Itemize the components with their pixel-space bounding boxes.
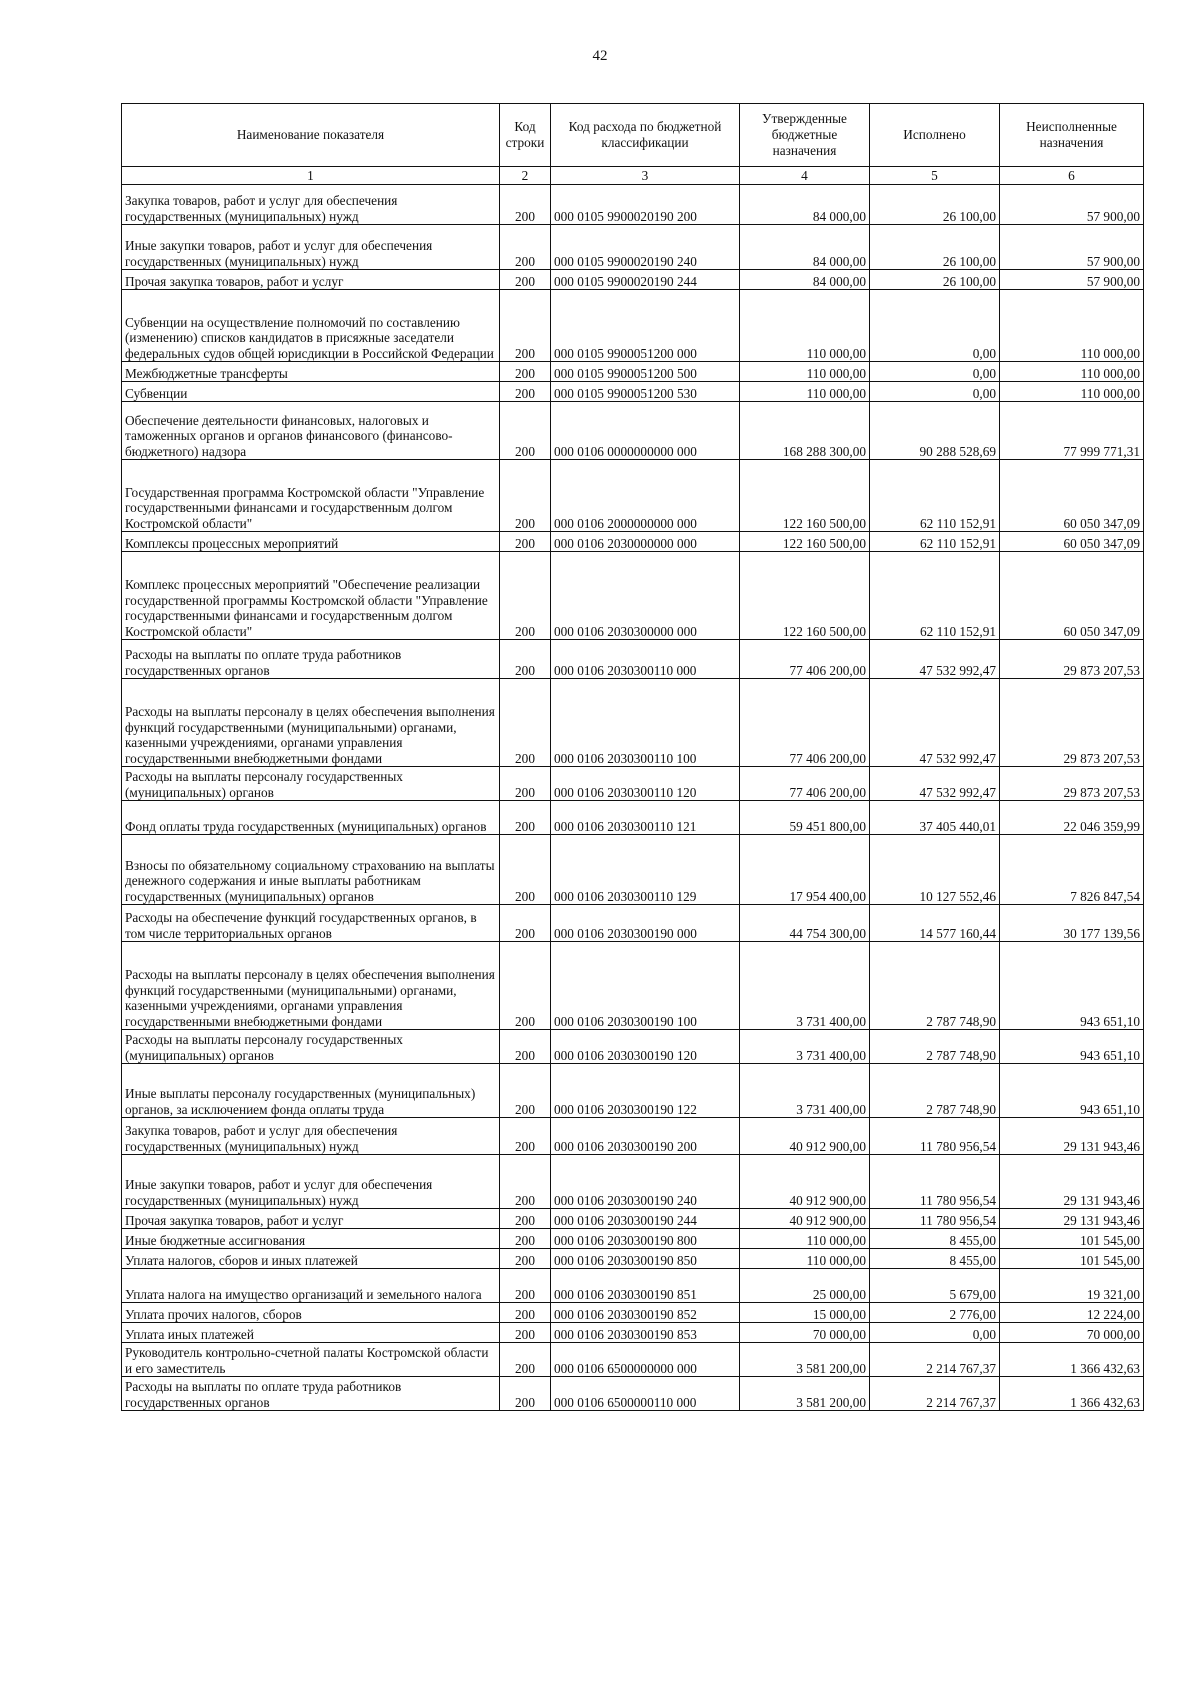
row-name: Расходы на выплаты персоналу в целях обеспечения выполнения функций государственными (муниципальными) органами, казенными учреждениями, органами управления государственными внебюджетными фондами	[122, 942, 500, 1030]
table-row	[122, 1377, 1144, 1411]
row-budget-code: 000 0105 9900051200 500	[551, 362, 740, 382]
row-line-code: 200	[500, 552, 551, 640]
row-unexecuted: 19 321,00	[1000, 1269, 1144, 1303]
row-name: Обеспечение деятельности финансовых, налоговых и таможенных органов и органов финансового (финансово-бюджетного) надзора	[122, 402, 500, 460]
row-executed: 47 532 992,47	[870, 640, 1000, 679]
row-unexecuted: 29 131 943,46	[1000, 1118, 1144, 1155]
row-approved: 77 406 200,00	[740, 679, 870, 767]
row-approved: 40 912 900,00	[740, 1118, 870, 1155]
row-line-code: 200	[500, 1343, 551, 1377]
row-approved: 40 912 900,00	[740, 1209, 870, 1229]
row-name: Иные выплаты персоналу государственных (муниципальных) органов, за исключением фонда оплаты труда	[122, 1064, 500, 1118]
table-row	[122, 290, 1144, 362]
row-name: Комплекс процессных мероприятий "Обеспечение реализации государственной программы Костромской области "Управление государственными финансами и государственным долгом Костромской области"	[122, 552, 500, 640]
row-unexecuted: 1 366 432,63	[1000, 1377, 1144, 1411]
row-executed: 11 780 956,54	[870, 1118, 1000, 1155]
row-line-code: 200	[500, 362, 551, 382]
row-name: Закупка товаров, работ и услуг для обеспечения государственных (муниципальных) нужд	[122, 185, 500, 225]
table-row	[122, 1303, 1144, 1323]
row-unexecuted: 30 177 139,56	[1000, 905, 1144, 942]
row-budget-code: 000 0105 9900020190 244	[551, 270, 740, 290]
table-row	[122, 640, 1144, 679]
row-executed: 26 100,00	[870, 185, 1000, 225]
row-name: Уплата иных платежей	[122, 1323, 500, 1343]
row-line-code: 200	[500, 402, 551, 460]
row-approved: 110 000,00	[740, 290, 870, 362]
column-number: 4	[740, 167, 870, 185]
row-budget-code: 000 0106 2030300190 100	[551, 942, 740, 1030]
row-unexecuted: 7 826 847,54	[1000, 835, 1144, 905]
row-approved: 70 000,00	[740, 1323, 870, 1343]
row-unexecuted: 1 366 432,63	[1000, 1343, 1144, 1377]
row-unexecuted: 110 000,00	[1000, 362, 1144, 382]
row-executed: 2 787 748,90	[870, 1030, 1000, 1064]
row-line-code: 200	[500, 1323, 551, 1343]
row-budget-code: 000 0106 2030300190 852	[551, 1303, 740, 1323]
row-unexecuted: 57 900,00	[1000, 225, 1144, 270]
header-budget-code: Код расхода по бюджетной классификации	[551, 104, 740, 167]
table-row	[122, 1249, 1144, 1269]
row-budget-code: 000 0106 2030300190 000	[551, 905, 740, 942]
row-approved: 110 000,00	[740, 1229, 870, 1249]
table-row	[122, 1323, 1144, 1343]
row-budget-code: 000 0106 6500000110 000	[551, 1377, 740, 1411]
row-budget-code: 000 0106 2030300110 120	[551, 767, 740, 801]
row-budget-code: 000 0106 2030300110 100	[551, 679, 740, 767]
row-name: Расходы на выплаты по оплате труда работников государственных органов	[122, 640, 500, 679]
row-executed: 62 110 152,91	[870, 532, 1000, 552]
row-executed: 2 787 748,90	[870, 942, 1000, 1030]
row-name: Расходы на обеспечение функций государственных органов, в том числе территориальных органов	[122, 905, 500, 942]
table-row	[122, 767, 1144, 801]
row-approved: 84 000,00	[740, 225, 870, 270]
row-line-code: 200	[500, 270, 551, 290]
row-executed: 62 110 152,91	[870, 460, 1000, 532]
row-name: Иные закупки товаров, работ и услуг для обеспечения государственных (муниципальных) нужд	[122, 225, 500, 270]
column-number: 3	[551, 167, 740, 185]
row-unexecuted: 70 000,00	[1000, 1323, 1144, 1343]
row-unexecuted: 22 046 359,99	[1000, 801, 1144, 835]
table-row	[122, 362, 1144, 382]
row-executed: 5 679,00	[870, 1269, 1000, 1303]
row-budget-code: 000 0105 9900020190 200	[551, 185, 740, 225]
row-line-code: 200	[500, 382, 551, 402]
row-unexecuted: 110 000,00	[1000, 382, 1144, 402]
row-budget-code: 000 0105 9900020190 240	[551, 225, 740, 270]
row-name: Расходы на выплаты персоналу государственных (муниципальных) органов	[122, 1030, 500, 1064]
row-name: Государственная программа Костромской области "Управление государственными финансами и государственным долгом Костромской области"	[122, 460, 500, 532]
row-line-code: 200	[500, 1064, 551, 1118]
table-row	[122, 552, 1144, 640]
budget-execution-table	[121, 103, 1144, 1411]
row-line-code: 200	[500, 905, 551, 942]
row-approved: 3 581 200,00	[740, 1343, 870, 1377]
row-executed: 0,00	[870, 290, 1000, 362]
row-unexecuted: 943 651,10	[1000, 1030, 1144, 1064]
row-line-code: 200	[500, 1249, 551, 1269]
table-row	[122, 1229, 1144, 1249]
row-name: Закупка товаров, работ и услуг для обеспечения государственных (муниципальных) нужд	[122, 1118, 500, 1155]
row-approved: 110 000,00	[740, 382, 870, 402]
row-name: Расходы на выплаты персоналу государственных (муниципальных) органов	[122, 767, 500, 801]
row-budget-code: 000 0106 2030300190 200	[551, 1118, 740, 1155]
table-row	[122, 905, 1144, 942]
row-name: Комплексы процессных мероприятий	[122, 532, 500, 552]
row-executed: 2 214 767,37	[870, 1343, 1000, 1377]
header-unexecuted: Неисполненные назначения	[1000, 104, 1144, 167]
table-row	[122, 402, 1144, 460]
row-approved: 77 406 200,00	[740, 767, 870, 801]
row-line-code: 200	[500, 1209, 551, 1229]
row-unexecuted: 29 873 207,53	[1000, 767, 1144, 801]
row-line-code: 200	[500, 532, 551, 552]
row-approved: 110 000,00	[740, 362, 870, 382]
row-unexecuted: 29 873 207,53	[1000, 679, 1144, 767]
row-budget-code: 000 0106 2030300110 129	[551, 835, 740, 905]
row-approved: 110 000,00	[740, 1249, 870, 1269]
row-line-code: 200	[500, 1030, 551, 1064]
row-executed: 2 787 748,90	[870, 1064, 1000, 1118]
row-unexecuted: 29 131 943,46	[1000, 1209, 1144, 1229]
column-number: 6	[1000, 167, 1144, 185]
row-budget-code: 000 0106 2030300190 240	[551, 1155, 740, 1209]
row-approved: 25 000,00	[740, 1269, 870, 1303]
table-row	[122, 1269, 1144, 1303]
row-budget-code: 000 0106 2030300190 244	[551, 1209, 740, 1229]
row-budget-code: 000 0106 6500000000 000	[551, 1343, 740, 1377]
table-row	[122, 382, 1144, 402]
header-approved: Утвержденные бюджетные назначения	[740, 104, 870, 167]
row-unexecuted: 60 050 347,09	[1000, 460, 1144, 532]
table-header-row	[122, 104, 1144, 167]
row-name: Прочая закупка товаров, работ и услуг	[122, 1209, 500, 1229]
row-name: Руководитель контрольно-счетной палаты Костромской области и его заместитель	[122, 1343, 500, 1377]
row-line-code: 200	[500, 1377, 551, 1411]
row-name: Уплата налогов, сборов и иных платежей	[122, 1249, 500, 1269]
row-budget-code: 000 0106 2030300000 000	[551, 552, 740, 640]
table-row	[122, 835, 1144, 905]
row-line-code: 200	[500, 225, 551, 270]
row-approved: 3 731 400,00	[740, 1030, 870, 1064]
table-row	[122, 270, 1144, 290]
row-line-code: 200	[500, 835, 551, 905]
row-unexecuted: 60 050 347,09	[1000, 532, 1144, 552]
row-unexecuted: 101 545,00	[1000, 1249, 1144, 1269]
row-line-code: 200	[500, 801, 551, 835]
row-approved: 84 000,00	[740, 270, 870, 290]
row-executed: 2 776,00	[870, 1303, 1000, 1323]
row-line-code: 200	[500, 185, 551, 225]
row-unexecuted: 29 873 207,53	[1000, 640, 1144, 679]
column-number: 1	[122, 167, 500, 185]
row-name: Уплата налога на имущество организаций и земельного налога	[122, 1269, 500, 1303]
row-line-code: 200	[500, 1155, 551, 1209]
row-executed: 62 110 152,91	[870, 552, 1000, 640]
row-budget-code: 000 0106 2030300190 850	[551, 1249, 740, 1269]
row-executed: 11 780 956,54	[870, 1155, 1000, 1209]
row-budget-code: 000 0106 2030300110 121	[551, 801, 740, 835]
row-approved: 84 000,00	[740, 185, 870, 225]
table-row	[122, 460, 1144, 532]
table-row	[122, 801, 1144, 835]
row-budget-code: 000 0106 2030300190 122	[551, 1064, 740, 1118]
table-row	[122, 1343, 1144, 1377]
row-name: Фонд оплаты труда государственных (муниципальных) органов	[122, 801, 500, 835]
row-executed: 0,00	[870, 362, 1000, 382]
table-row	[122, 1030, 1144, 1064]
row-unexecuted: 60 050 347,09	[1000, 552, 1144, 640]
row-budget-code: 000 0106 2030000000 000	[551, 532, 740, 552]
table-row	[122, 1209, 1144, 1229]
row-approved: 40 912 900,00	[740, 1155, 870, 1209]
row-approved: 122 160 500,00	[740, 532, 870, 552]
row-executed: 26 100,00	[870, 270, 1000, 290]
column-numbers-row	[122, 167, 1144, 185]
row-name: Субвенции на осуществление полномочий по составлению (изменению) списков кандидатов в присяжные заседатели федеральных судов общей юрисдикции в Российской Федерации	[122, 290, 500, 362]
row-budget-code: 000 0106 2030300190 800	[551, 1229, 740, 1249]
row-unexecuted: 57 900,00	[1000, 270, 1144, 290]
row-name: Расходы на выплаты по оплате труда работников государственных органов	[122, 1377, 500, 1411]
row-approved: 168 288 300,00	[740, 402, 870, 460]
table-row	[122, 532, 1144, 552]
row-name: Иные закупки товаров, работ и услуг для обеспечения государственных (муниципальных) нужд	[122, 1155, 500, 1209]
row-executed: 47 532 992,47	[870, 679, 1000, 767]
row-line-code: 200	[500, 767, 551, 801]
row-budget-code: 000 0106 2030300190 120	[551, 1030, 740, 1064]
row-approved: 3 581 200,00	[740, 1377, 870, 1411]
row-approved: 3 731 400,00	[740, 942, 870, 1030]
row-executed: 14 577 160,44	[870, 905, 1000, 942]
row-line-code: 200	[500, 290, 551, 362]
table-row	[122, 225, 1144, 270]
row-executed: 90 288 528,69	[870, 402, 1000, 460]
row-budget-code: 000 0106 0000000000 000	[551, 402, 740, 460]
table-row	[122, 1064, 1144, 1118]
row-budget-code: 000 0105 9900051200 530	[551, 382, 740, 402]
table-row	[122, 185, 1144, 225]
header-line-code: Код строки	[500, 104, 551, 167]
row-name: Межбюджетные трансферты	[122, 362, 500, 382]
table-body	[122, 185, 1144, 1411]
row-executed: 11 780 956,54	[870, 1209, 1000, 1229]
row-budget-code: 000 0106 2030300110 000	[551, 640, 740, 679]
row-unexecuted: 110 000,00	[1000, 290, 1144, 362]
row-executed: 10 127 552,46	[870, 835, 1000, 905]
table-row	[122, 1118, 1144, 1155]
row-approved: 122 160 500,00	[740, 460, 870, 532]
row-line-code: 200	[500, 1229, 551, 1249]
row-line-code: 200	[500, 679, 551, 767]
row-unexecuted: 57 900,00	[1000, 185, 1144, 225]
row-line-code: 200	[500, 942, 551, 1030]
row-executed: 8 455,00	[870, 1229, 1000, 1249]
row-unexecuted: 12 224,00	[1000, 1303, 1144, 1323]
row-approved: 15 000,00	[740, 1303, 870, 1323]
row-name: Взносы по обязательному социальному страхованию на выплаты денежного содержания и иные выплаты работникам государственных (муниципальных) органов	[122, 835, 500, 905]
row-name: Субвенции	[122, 382, 500, 402]
row-executed: 0,00	[870, 382, 1000, 402]
row-approved: 44 754 300,00	[740, 905, 870, 942]
row-name: Иные бюджетные ассигнования	[122, 1229, 500, 1249]
row-budget-code: 000 0106 2030300190 853	[551, 1323, 740, 1343]
row-approved: 122 160 500,00	[740, 552, 870, 640]
header-executed: Исполнено	[870, 104, 1000, 167]
row-name: Прочая закупка товаров, работ и услуг	[122, 270, 500, 290]
row-line-code: 200	[500, 1269, 551, 1303]
row-executed: 26 100,00	[870, 225, 1000, 270]
row-line-code: 200	[500, 1118, 551, 1155]
row-line-code: 200	[500, 640, 551, 679]
row-executed: 8 455,00	[870, 1249, 1000, 1269]
row-executed: 37 405 440,01	[870, 801, 1000, 835]
row-executed: 2 214 767,37	[870, 1377, 1000, 1411]
table-row	[122, 942, 1144, 1030]
row-executed: 47 532 992,47	[870, 767, 1000, 801]
row-approved: 59 451 800,00	[740, 801, 870, 835]
row-unexecuted: 943 651,10	[1000, 1064, 1144, 1118]
row-approved: 3 731 400,00	[740, 1064, 870, 1118]
row-name: Уплата прочих налогов, сборов	[122, 1303, 500, 1323]
row-budget-code: 000 0105 9900051200 000	[551, 290, 740, 362]
row-approved: 77 406 200,00	[740, 640, 870, 679]
row-line-code: 200	[500, 460, 551, 532]
row-unexecuted: 29 131 943,46	[1000, 1155, 1144, 1209]
table-row	[122, 679, 1144, 767]
row-unexecuted: 943 651,10	[1000, 942, 1144, 1030]
header-indicator-name: Наименование показателя	[122, 104, 500, 167]
row-approved: 17 954 400,00	[740, 835, 870, 905]
table-row	[122, 1155, 1144, 1209]
row-unexecuted: 101 545,00	[1000, 1229, 1144, 1249]
row-name: Расходы на выплаты персоналу в целях обеспечения выполнения функций государственными (муниципальными) органами, казенными учреждениями, органами управления государственными внебюджетными фондами	[122, 679, 500, 767]
column-number: 5	[870, 167, 1000, 185]
page-number: 42	[592, 48, 608, 64]
row-unexecuted: 77 999 771,31	[1000, 402, 1144, 460]
row-line-code: 200	[500, 1303, 551, 1323]
row-budget-code: 000 0106 2000000000 000	[551, 460, 740, 532]
row-budget-code: 000 0106 2030300190 851	[551, 1269, 740, 1303]
column-number: 2	[500, 167, 551, 185]
row-executed: 0,00	[870, 1323, 1000, 1343]
